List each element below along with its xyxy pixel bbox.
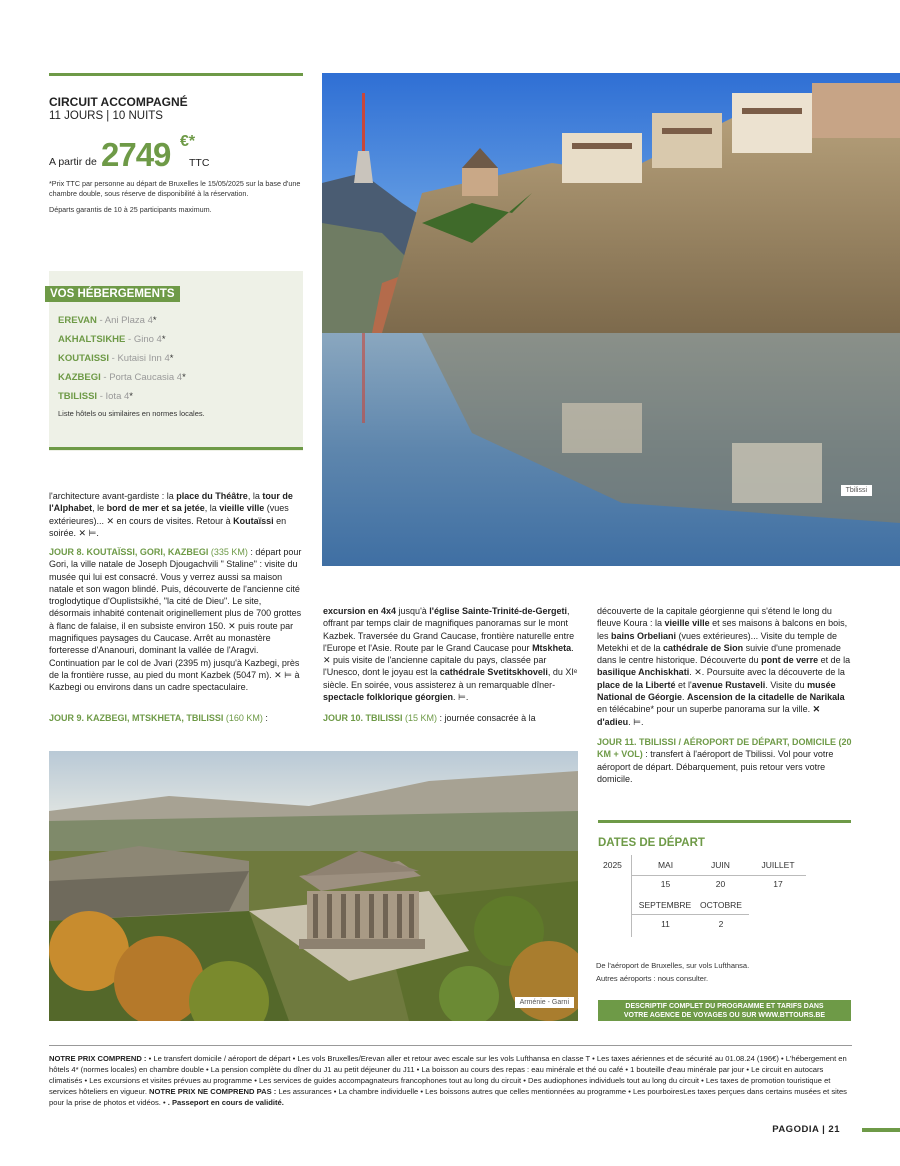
day-10-title: JOUR 10. TBILISSI [323, 713, 403, 723]
day-11-title: JOUR 11. TBILISSI / AÉROPORT DE DÉPART, DOMICILE (20 KM + VOL) [597, 737, 852, 760]
day-10: JOUR 10. TBILISSI (15 KM) : journée consacrée à la [323, 713, 536, 723]
accommodations-box [49, 271, 303, 451]
accommodation-item: AKHALTSIKHE - Gino 4* [58, 334, 166, 345]
month-label: SEPTEMBRE [638, 900, 692, 910]
price-conditions [49, 1053, 852, 1108]
page-separator: | [822, 1124, 826, 1135]
garni-photo [49, 751, 578, 1021]
day-value: 15 [660, 879, 671, 889]
month-label: OCTOBRE [700, 900, 742, 910]
tbilisi-photo [322, 73, 900, 566]
passport-note: . Passeport en cours de validité. [167, 1098, 284, 1107]
excludes-text: Les assurances • La chambre individuelle • Les boissons autres que celles mentionnées au programme • Les pourboiresLes taxes perçues dans certains musées et sites pour la prise de photos et vidéos. • [49, 1087, 847, 1107]
day-8: JOUR 8. KOUTAÏSSI, GORI, KAZBEGI (335 KM) : départ pour Gori, la ville natale de Joseph Djougachvili " Staline" : visite du musée qui lui est consacré. Vous y verrez aussi sa maison natale et son wagon blindé. Puis, découverte de l'ancienne cité troglodytique d'Ouplistsikhé, "la cité de Dieu". Le site, désormais inhabité contenait originellement plus de 700 grottes à flanc de falaise, il en subsiste environ 150. ✕ puis route par magnifiques paysages du Caucase. Arrêt au monastère forteresse d'Ananouri, dominant la vallée de l'Aragvi. Continuation par le col de Jvari (2395 m) jusqu'à Kazbegi, près de la frontière russe, au pied du mont Kazbek (5047 m). ✕ ⊨ à Kazbegi ou environs dans un cadre spectaculaire. [49, 547, 302, 693]
dates-note-2: Autres aéroports : nous consulter. [596, 974, 709, 983]
month-label: JUIN [711, 860, 730, 870]
day-value: 11 [661, 919, 670, 929]
day-value: 2 [718, 919, 724, 929]
guarantee-note: Départs garantis de 10 à 25 participants maximum. [49, 205, 212, 214]
page-number: 21 [828, 1124, 840, 1135]
accommodation-item: KOUTAISSI - Kutaisi Inn 4* [58, 353, 174, 364]
tbilisi-caption: Tbilissi [841, 485, 872, 496]
day-11: JOUR 11. TBILISSI / AÉROPORT DE DÉPART, DOMICILE (20 KM + VOL) : transfert à l'aéroport de Tbilissi. Vol pour votre aéroport de départ. Débarquement, puis retour vers votre domicile. [597, 737, 852, 784]
price-block [49, 133, 299, 176]
cta-line-1: DESCRIPTIF COMPLET DU PROGRAMME ET TARIFS DANS [625, 1003, 824, 1010]
day-value: 20 [715, 879, 726, 889]
column-1-intro: l'architecture avant-gardiste : la place du Théâtre, la tour de l'Alphabet, le bord de mer et sa jetée, la vieille ville (vues extérieures)... ✕ en cours de visites. Retour à Koutaïssi en soirée. ✕ ⊨. [49, 491, 293, 538]
garni-illustration [49, 751, 578, 1021]
column-2-text: excursion en 4x4 jusqu'à l'église Sainte-Trinité-de-Gergeti, offrant par temps clair de magnifiques panoramas sur le mont Kazbek. Traversée du Grand Caucase, frontière naturelle entre l'Europe et l'Asie. Route par le Grand Caucase pour Mtskheta. ✕ puis visite de l'ancienne capitale du pays, classée par l'Unesco, dont le joyau est la cathédrale Svetitskhoveli, du XIᵉ siècle. En soirée, vous assisterez à un remarquable dîner-spectacle folklorique géorgien. ⊨. [323, 606, 578, 703]
dates-title: DATES DE DÉPART [598, 837, 705, 849]
garni-caption: Arménie - Garni [515, 997, 574, 1008]
tbilisi-illustration [322, 73, 900, 566]
excludes-label: NOTRE PRIX NE COMPREND PAS : [149, 1087, 279, 1096]
month-label: MAI [657, 860, 674, 870]
dates-divider-vertical [631, 855, 632, 937]
day-8-title: JOUR 8. KOUTAÏSSI, GORI, KAZBEGI [49, 547, 209, 557]
month-label: JUILLET [761, 860, 795, 870]
price-currency: €* [180, 133, 196, 150]
accommodations-note: Liste hôtels ou similaires en normes locales. [58, 409, 205, 418]
accommodations-bottom-rule [49, 447, 303, 450]
accommodation-item: EREVAN - Ani Plaza 4* [58, 315, 157, 326]
brand-name: PAGODIA [772, 1124, 819, 1135]
price-note: *Prix TTC par personne au départ de Bruxelles le 15/05/2025 sur la base d'une chambre double, sous réserve de disponibilité à la réservation. [49, 179, 301, 198]
accommodations-title: VOS HÉBERGEMENTS [45, 286, 180, 302]
page-footer [772, 1124, 840, 1135]
day-value: 17 [773, 879, 783, 889]
dates-divider-row2 [631, 914, 749, 915]
dates-table [598, 855, 851, 940]
program-details-banner [598, 1000, 851, 1021]
day-9: JOUR 9. KAZBEGI, MTSKHETA, TBILISSI (160 KM) : [49, 713, 268, 723]
accommodation-item: TBILISSI - Iota 4* [58, 391, 133, 402]
circuit-title: CIRCUIT ACCOMPAGNÉ [49, 95, 188, 109]
includes-text: • Le transfert domicile / aéroport de départ • Les vols Bruxelles/Erevan aller et retour avec escale sur les vols Lufthansa en classe T • Les taxes aériennes et de sécurité au 01.08.24 (196€) • L'hébergement en hôtels 4* (normes locales) en chambre double • La pension complète du dîner du J1 au petit déjeuner du J11 • La boisson au cours des repas : eau minérale et thé ou café • 1 bouteille d'eau minérale par jour • Le circuit en autocars climatisés • Les excursions et visites prévues au programme • Les services de guides accompagnateurs francophones tout au long du circuit • Des audiophones individuels tout au long du circuit • Les taxes de promotion touristique et services hôteliers en vigueur. [49, 1054, 847, 1096]
circuit-duration: 11 JOURS | 10 NUITS [49, 110, 163, 122]
dates-divider-row1 [631, 875, 806, 876]
column-3-text: découverte de la capitale géorgienne qui s'étend le long du fleuve Koura : la vieille ville et ses maisons à balcons en bois, les bains Orbeliani (vues extérieures)... Visite du temple de Metekhi et de la cathédrale de Sion suivie d'une promenade dans le centre historique. Découverte du pont de verre et de la basilique Anchiskhati. ✕. Poursuite avec la découverte de la place de la Liberté et l'avenue Rustaveli. Visite du musée National de Géorgie. Ascension de la citadelle de Narikala en télécabine* pour un superbe panorama sur la ville. ✕ d'adieu. ⊨. [597, 606, 851, 727]
dates-top-rule [598, 820, 851, 823]
footer-rule [49, 1045, 852, 1046]
top-rule [49, 73, 303, 76]
dates-note-1: De l'aéroport de Bruxelles, sur vols Lufthansa. [596, 961, 750, 970]
cta-line-2: VOTRE AGENCE DE VOYAGES OU SUR WWW.BTTOURS.BE [623, 1012, 826, 1019]
price-prefix: A partir de [49, 156, 97, 168]
includes-label: NOTRE PRIX COMPREND : [49, 1054, 149, 1063]
dates-year: 2025 [603, 860, 622, 870]
price-ttc: TTC [189, 157, 210, 169]
price-amount: 2749 [101, 136, 171, 173]
accommodation-item: KAZBEGI - Porta Caucasia 4* [58, 372, 186, 383]
day-9-title: JOUR 9. KAZBEGI, MTSKHETA, TBILISSI [49, 713, 224, 723]
page-number-bar [862, 1128, 900, 1132]
